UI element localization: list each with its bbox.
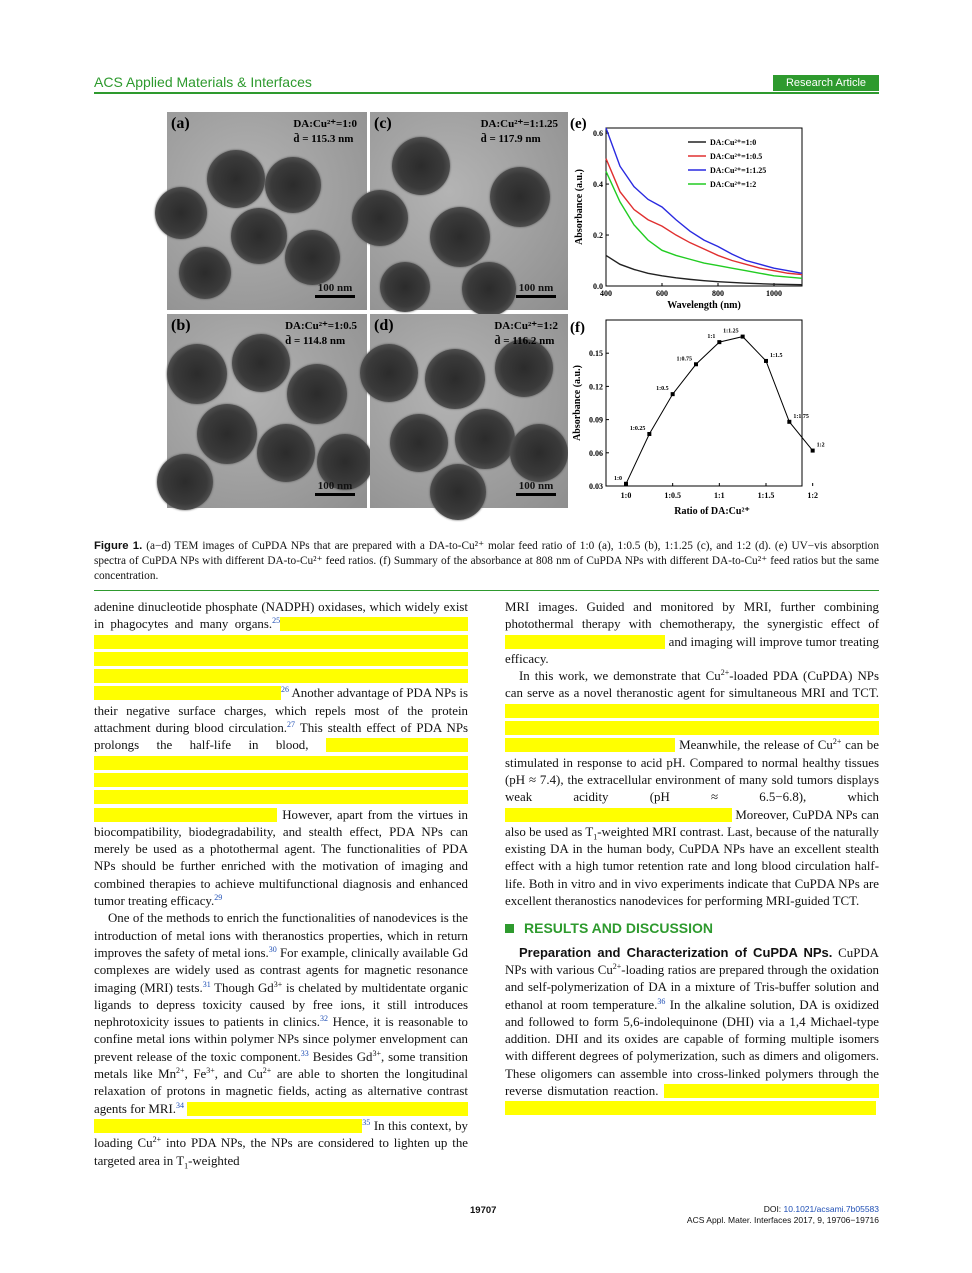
point-label: 1:0.75 [676, 356, 692, 363]
paragraph: In this work, we demonstrate that $Cu^{2+}$-loaded PDA (CuPDA) NPs can serve as a novel theranostic agent for simultaneous MRI and TCT. Meanwhile, the release of $Cu^{2+}$ can be stimulated in response to acid pH. Compared to normal healthy tissues (pH ≈ 7.4), the extracellular environment of many sold tumors displays weak acidity (pH ≈ 6.5−6.8), which Moreover, CuPDA NPs can also be used as $T_1$-weighted MRI contrast. Last, because of the naturally existing DA in the human body, CuPDA NPs have an excellent stealth effect with a high tumor retention rate and long blood circulation half-life. Both in vitro and in vivo experiments indicate that CuPDA NPs are excellent theranostics nanodevices for performing MRI-guided TCT. [505, 668, 879, 909]
article-type-badge: Research Article [773, 75, 879, 91]
citation-link[interactable]: 31 [202, 979, 211, 989]
point-label: 1:0.25 [629, 425, 646, 432]
y-tick-label: 0.2 [593, 231, 603, 241]
y-tick-label: 0.03 [589, 482, 603, 491]
figure-caption [94, 539, 879, 584]
journal-citation: ACS Appl. Mater. Interfaces 2017, 9, 19706−19716 [686, 1215, 879, 1225]
x-tick-label: 1:2 [807, 491, 819, 500]
page-number: 19707 [470, 1205, 497, 1216]
point-label: 1:1.25 [723, 328, 739, 335]
body-column-left [94, 599, 468, 1170]
chart-e [568, 112, 807, 312]
y-tick-label: 0.12 [589, 382, 603, 392]
ratio-label-c: DA:Cu²⁺=1:1.25 d̄ = 117.9 nm [480, 118, 558, 145]
data-point [624, 482, 628, 486]
x-tick-label: 800 [712, 289, 724, 298]
x-tick-label: 600 [656, 289, 668, 298]
citation-link[interactable]: 35 [362, 1117, 371, 1127]
citation-link[interactable]: 30 [268, 944, 277, 954]
caption-rule [94, 590, 879, 591]
series-line [606, 159, 802, 275]
citation-link[interactable]: 34 [176, 1100, 184, 1110]
citation-link[interactable]: 36 [657, 996, 666, 1006]
legend-entry: DA:Cu²⁺=1:0.5 [710, 152, 763, 161]
section-heading: RESULTS AND DISCUSSION [505, 920, 879, 937]
panel-label-d: (d) [374, 317, 394, 334]
y-axis-label: Absorbance (a.u.) [574, 169, 585, 245]
scale-bar-d: 100 nm [516, 480, 556, 496]
data-point [671, 392, 675, 396]
square-bullet-icon [505, 924, 514, 933]
x-tick-label: 400 [600, 289, 612, 298]
legend-entry: DA:Cu²⁺=1:1.25 [710, 166, 767, 175]
paragraph: One of the methods to enrich the functionalities of nanodevices is the introduction of metal ions with theranostics properties, which in return improves the safety of metal ions.$^{30}$ For example, clinically available Gd complexes are widely used as contrast agents for magnetic resonance imaging (MRI) tests.$^{31}$ Though $Gd^{3+}$ is chelated by multidentate organic ligands to depress toxicity caused by free ions, it still introduces nephrotoxicity issues to patients in clinics.$^{32}$ Hence, it is reasonable to confine metal ions within polymer NPs since polymer envelopment can prevent release of the toxic component.$^{33}$ Besides $Gd^{3+}$, some transition metals like $Mn^{2+}$, $Fe^{3+}$, and $Cu^{2+}$ are able to shorten the longitudinal relaxation of protons in magnetic fields, acting as alternative contrast agents for MRI.$^{34}$ $^{35}$ In this context, by loading $Cu^{2+}$ into PDA NPs, the NPs are considered to lighten up the targeted area in $T_1$-weighted [94, 911, 469, 1171]
point-label: 1:1.75 [793, 413, 809, 420]
panel-label-c: (c) [374, 115, 392, 132]
scale-bar-b: 100 nm [315, 480, 355, 496]
panel-label-f: (f) [570, 320, 585, 336]
ratio-label-b: DA:Cu²⁺=1:0.5 d̄ = 114.8 nm [285, 320, 357, 347]
data-point [717, 340, 721, 344]
absorbance-summary-chart [568, 314, 825, 522]
paragraph: MRI images. Guided and monitored by MRI, further combining photothermal therapy with chemotherapy, the synergistic effect of and imaging will improve tumor treating efficacy. [505, 600, 879, 666]
data-point [787, 420, 791, 424]
citation-link[interactable]: 33 [300, 1048, 309, 1058]
header-rule [94, 92, 879, 94]
panel-label-a: (a) [171, 115, 190, 132]
highlight-redacted [505, 808, 732, 822]
x-axis-label: Wavelength (nm) [667, 300, 741, 311]
data-point [741, 335, 745, 339]
point-label: 1:1 [707, 334, 716, 341]
series-line [626, 337, 813, 484]
highlight-redacted: ​ [94, 617, 469, 701]
scale-bar-a: 100 nm [315, 282, 355, 298]
scale-bar-c: 100 nm [516, 282, 556, 298]
legend-entry: DA:Cu²⁺=1:2 [710, 180, 757, 189]
subsection-heading: Preparation and Characterization of CuPDA NPs. [519, 944, 833, 960]
panel-label-b: (b) [171, 317, 191, 334]
point-label: 1:0.5 [656, 386, 669, 393]
x-axis-label: Ratio of DA:Cu²⁺ [674, 506, 750, 517]
highlight-redacted [505, 635, 665, 649]
y-tick-label: 0.09 [589, 415, 603, 425]
ratio-label-a: DA:Cu²⁺=1:0 d̄ = 115.3 nm [293, 118, 357, 145]
series-line [606, 128, 802, 273]
data-point [694, 362, 698, 366]
citation-link[interactable]: 27 [287, 720, 296, 730]
plot-frame [606, 128, 802, 286]
point-label: 1:1.5 [770, 352, 783, 359]
tem-image-c [370, 112, 568, 310]
data-point [647, 432, 651, 436]
figure-1 [167, 112, 825, 522]
journal-title: ACS Applied Materials & Interfaces [94, 74, 312, 90]
y-tick-label: 0.0 [593, 282, 603, 291]
y-axis-label: Absorbance (a.u.) [572, 365, 583, 441]
citation-link[interactable]: 26 [280, 685, 289, 695]
x-tick-label: 1000 [766, 289, 782, 298]
tem-image-d [370, 314, 568, 508]
legend-entry: DA:Cu²⁺=1:0 [710, 138, 757, 147]
paragraph: adenine dinucleotide phosphate (NADPH) oxidases, which widely exist in phagocytes and many organs.$^{25}$​ $^{26}$ Another advantage of PDA NPs is their negative surface charges, which repels most of the protein attachment during blood circulation.$^{27}$ This stealth effect of PDA NPs prolongs the half-life in blood, However, apart from the virtues in biocompatibility, biodegradability, and stealth effect, PDA NPs can merely be used as a photothermal agent. The functionalities of PDA NPs should be further enriched with the motivation of imaging and combined therapies to achieve multifunctional diagnosis and enhanced tumor treating efficacy.$^{29}$ [94, 600, 469, 909]
y-tick-label: 0.06 [589, 448, 603, 458]
body-column-right [505, 599, 879, 1118]
caption-text: (a−d) TEM images of CuPDA NPs that are prepared with a DA-to-Cu²⁺ molar feed ratio of 1:0 (a), 1:0.5 (b), 1:1.25 (c), and 1:2 (d). (e) UV−vis absorption spectra of CuPDA NPs with different DA-to-Cu²⁺ feed ratios. (f) Summary of the absorbance at 808 nm of CuPDA NPs with different DA-to-Cu²⁺ feed ratios but the same concentration. [94, 540, 879, 582]
plot-frame [606, 320, 802, 486]
ratio-label-d: DA:Cu²⁺=1:2 d̄ = 116.2 nm [494, 320, 558, 347]
tem-image-b [167, 314, 367, 508]
uv-vis-spectra-chart [568, 112, 807, 312]
caption-label: Figure 1. [94, 540, 143, 552]
citation-link[interactable]: 29 [214, 893, 223, 903]
tem-image-a [167, 112, 367, 310]
panel-label-e: (e) [570, 116, 587, 132]
paragraph: Preparation and Characterization of CuPDA NPs. CuPDA NPs with various $Cu^{2+}$-loading ratios are prepared through the oxidation and self-polymerization of DA in a mixture of Tris-buffer solution and ethanol at room temperature.$^{36}$ In the alkaline solution, DA is oxidized and followed to form 5,6-indolequinone (DHI) via a 1,4 Michael-type addition. DHI and its oxides are capable of forming multiple isomers with different degrees of polymerization, such as dimers and oligomers. These oligomers can assemble into cross-linked polymers through the reverse dismutation reaction. [505, 944, 879, 1118]
point-label: 1:0 [614, 475, 622, 482]
chart-f [568, 314, 825, 522]
y-tick-label: 0.4 [593, 180, 603, 190]
y-tick-label: 0.6 [593, 129, 603, 139]
x-tick-label: 1:0 [620, 491, 632, 500]
point-label: 1:2 [816, 442, 825, 449]
x-tick-label: 1:1.5 [757, 491, 775, 500]
doi-link[interactable]: 10.1021/acsami.7b05583 [783, 1204, 879, 1214]
citation-link[interactable]: 32 [319, 1014, 328, 1024]
doi-citation: DOI: 10.1021/acsami.7b05583 ACS Appl. Mater. Interfaces 2017, 9, 19706−19716 [686, 1204, 879, 1225]
citation-link[interactable]: 25 [272, 616, 281, 626]
x-tick-label: 1:1 [713, 491, 725, 500]
x-tick-label: 1:0.5 [664, 491, 682, 500]
y-tick-label: 0.15 [589, 349, 603, 359]
data-point [811, 449, 815, 453]
data-point [764, 359, 768, 363]
